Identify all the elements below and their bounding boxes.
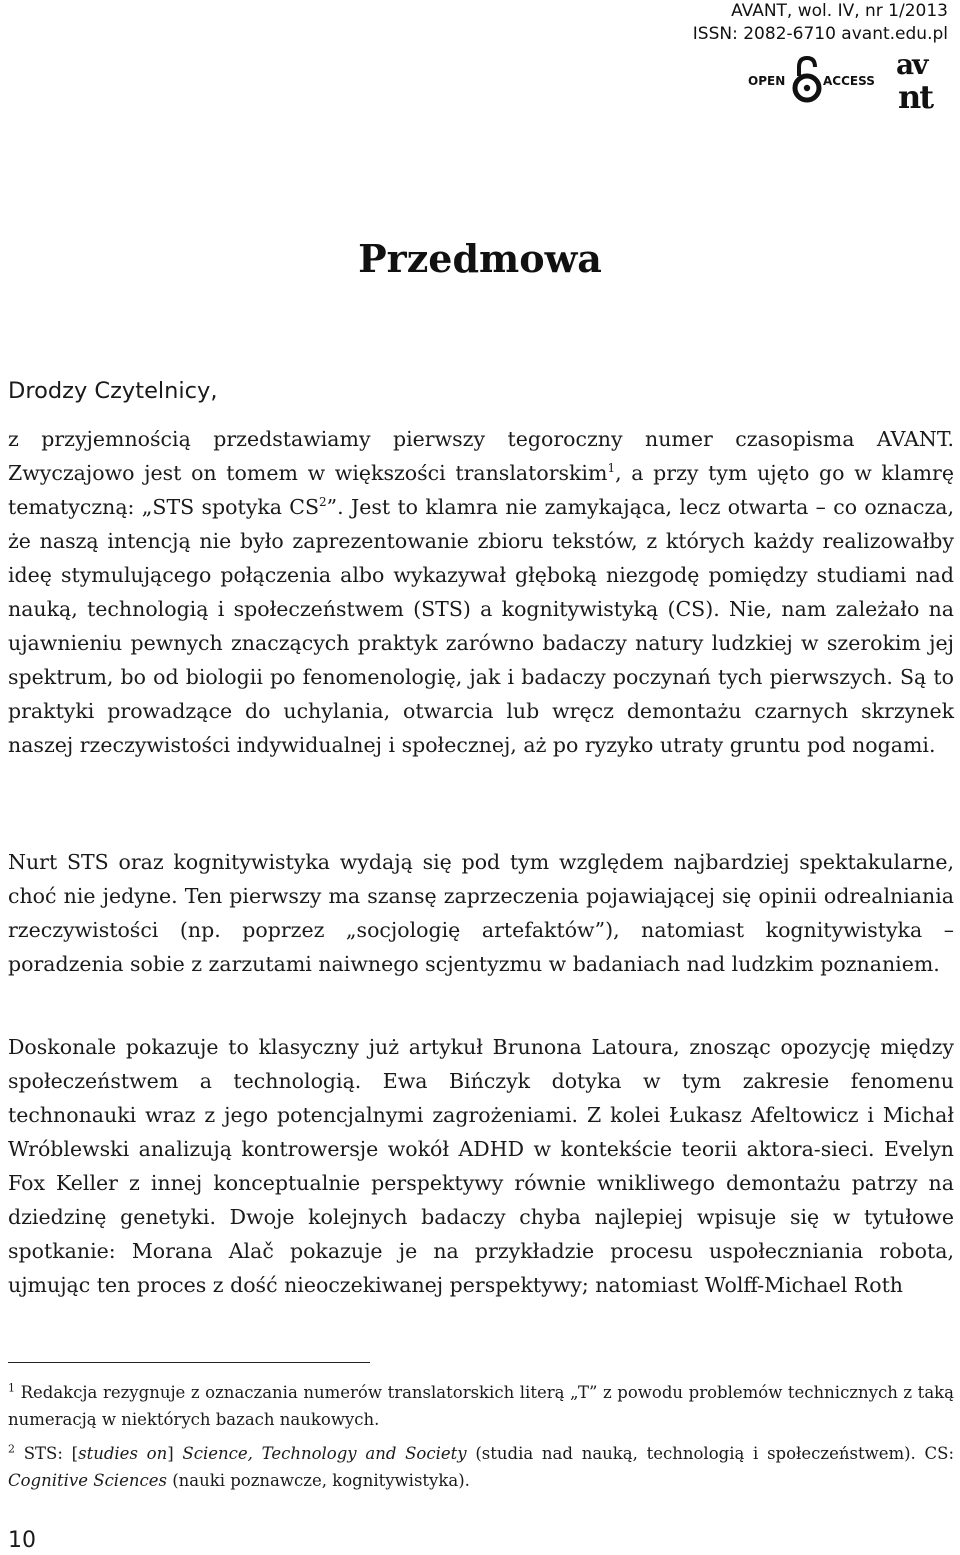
svg-text:av: av (896, 48, 927, 81)
paragraph-1-part-1: z przyjemnością przedstawiamy pierwszy tegoroczny numer czasopisma AVANT. Zwyczajowo jest on tomem w większości translatorskim (8, 427, 954, 485)
footnote-2-part-c: ] (167, 1444, 183, 1463)
publisher-logos (748, 48, 948, 114)
footnote-2-part-a: STS: [ (23, 1444, 79, 1463)
journal-header (693, 0, 948, 46)
footnote-ref-2: 2 (319, 495, 327, 510)
paragraph-1-part-2: , a przy tym ujęto go w klamrę tematyczną: „STS spotyka CS (8, 461, 954, 519)
paragraph-3: Doskonale pokazuje to klasyczny już artykuł Brunona Latoura, znosząc opozycję między społeczeństwem a technologią. Ewa Bińczyk dotyka w tym zakresie fenomenu technonauki wraz z jego potencjalnymi zagrożeniami. Z kolei Łukasz Afeltowicz i Michał Wróblewski analizują kontrowersje wokół ADHD w kontekście teorii aktora-sieci. Evelyn Fox Keller z innej konceptualnie perspektywy równie wnikliwego demontażu patrzy na dziedzinę genetyki. Dwoje kolejnych badaczy chyba najlepiej wpisuje się w tytułowe spotkanie: Morana Alač pokazuje je na przykładzie procesu uspołeczniania robota, ujmując ten proces z dość nieoczekiwanej perspektywy; natomiast Wolff-Michael Roth (8, 1035, 954, 1297)
footnote-2 (8, 1440, 954, 1494)
svg-text:nt: nt (898, 78, 933, 114)
footnote-1-text: Redakcja rezygnuje z oznaczania numerów translatorskich literą „T” z powodu problemów technicznych z taką numeracją w niektórych bazach naukowych. (8, 1383, 954, 1429)
footnote-2-part-f: Cognitive Sciences (8, 1471, 167, 1490)
avant-logo (896, 48, 934, 114)
greeting: Drodzy Czytelnicy, (8, 378, 218, 404)
footnote-1 (8, 1379, 954, 1433)
page-number: 10 (8, 1528, 36, 1553)
footnote-2-part-d: Science, Technology and Society (182, 1444, 467, 1463)
open-lock-icon (795, 58, 819, 100)
footnote-1-mark: 1 (8, 1381, 15, 1395)
footnote-ref-1: 1 (607, 461, 616, 476)
footnote-2-part-g: (nauki poznawcze, kognitywistyka). (166, 1471, 470, 1490)
footnote-divider (8, 1362, 370, 1363)
paragraph-1 (8, 422, 954, 762)
page-title: Przedmowa (358, 236, 602, 281)
footnote-2-part-b: studies on (78, 1444, 168, 1463)
journal-issue-line: AVANT, wol. IV, nr 1/2013 (731, 1, 948, 21)
issn-line: ISSN: 2082-6710 avant.edu.pl (692, 24, 948, 44)
paragraph-2: Nurt STS oraz kognitywistyka wydają się pod tym względem najbardziej spektakularne, choć nie jedyne. Ten pierwszy ma szansę zaprzeczenia pojawiającej się opinii odrealniania rzeczywistości (np. poprzez „socjologię artefaktów”), natomiast kognitywistyka – poradzenia sobie z zarzutami naiwnego scjentyzmu w badaniach nad ludzkim poznaniem. (8, 850, 954, 976)
footnote-2-mark: 2 (8, 1442, 15, 1456)
paragraph-1-part-3: ”. Jest to klamra nie zamykająca, lecz otwarta – co oznacza, że naszą intencją nie było zaprezentowanie zbioru tekstów, z których każdy realizowałby ideę stymulującego połączenia albo wykazywał głęboką niezgodę pomiędzy studiami nad nauką, technologią i społeczeństwem (STS) a kognitywistyką (CS). Nie, nam zależało na ujawnieniu pewnych znaczących praktyk zarówno badaczy natury ludzkiej w szerokim jej spektrum, bo od biologii po fenomenologię, jak i badaczy poczynań tych pierwszych. Są to praktyki prowadzące do uchylania, otwarcia lub wręcz demontażu czarnych skrzynek naszej rzeczywistości indywidualnej i społecznej, aż po ryzyko utraty gruntu pod nogami. (8, 495, 954, 757)
footnote-2-part-e: (studia nad nauką, technologią i społeczeństwem). CS: (466, 1444, 955, 1463)
open-access-right-text: ACCESS (823, 74, 875, 88)
open-access-left-text: OPEN (748, 74, 786, 88)
